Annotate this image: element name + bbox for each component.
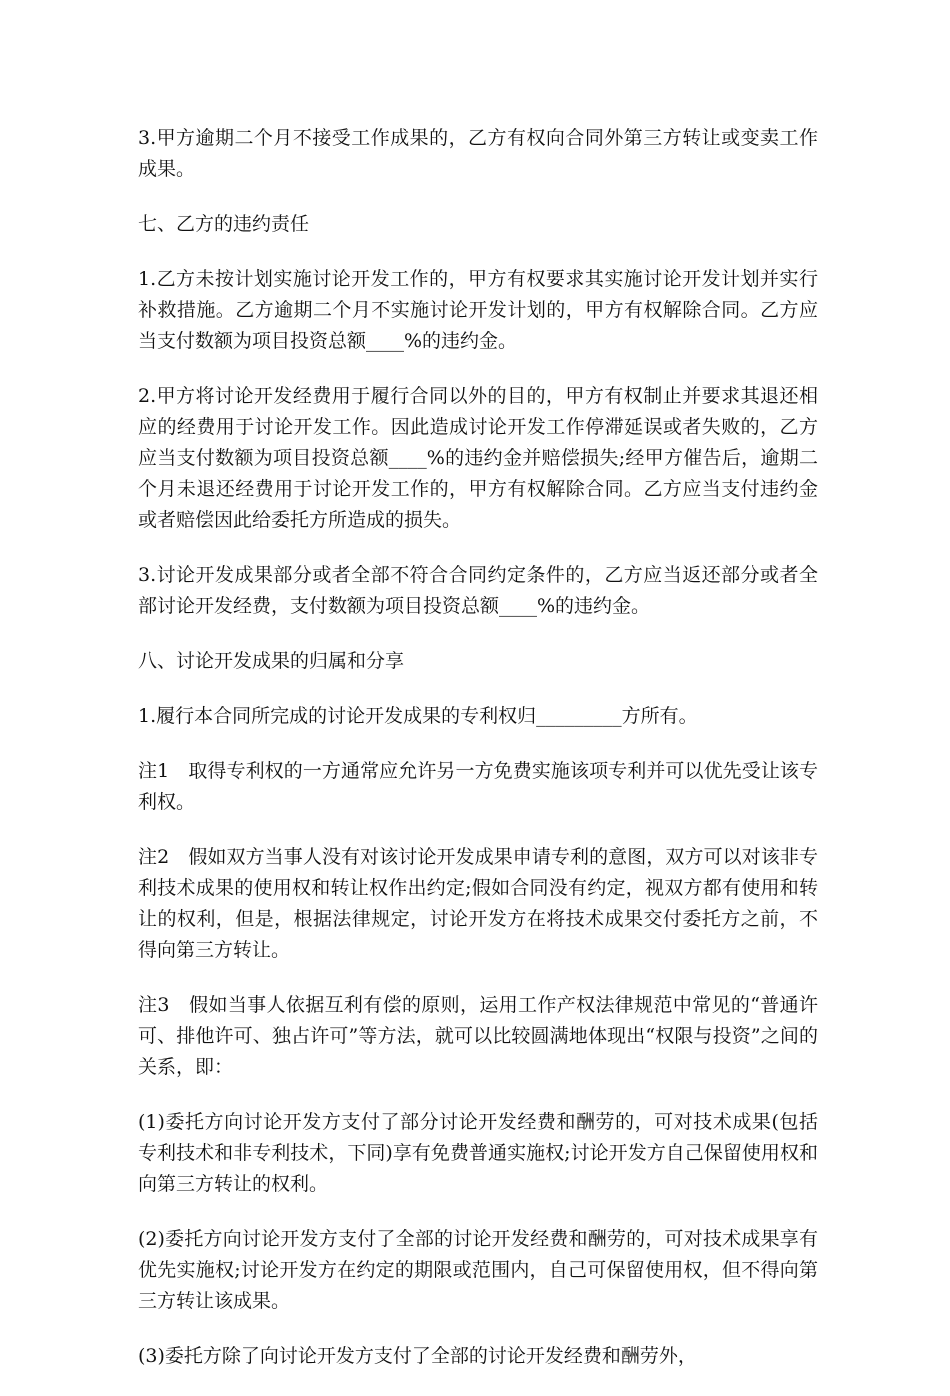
paragraph-ownership-1: 1.履行本合同所完成的讨论开发成果的专利权归_________方所有。 [138,705,698,727]
paragraph-breach-3: 3.讨论开发成果部分或者全部不符合合同约定条件的，乙方应当返还部分或者全部讨论开发经费，支付数额为项目投资总额____%的违约金。 [138,564,818,617]
note-3: 注3 假如当事人依据互利有偿的原则，运用工作产权法律规范中常见的“普通许可、排他许可、独占许可”等方法，就可以比较圆满地体现出“权限与投资”之间的关系，即： [138,994,818,1078]
list-item-3: (3)委托方除了向讨论开发方支付了全部的讨论开发经费和酬劳外， [138,1345,697,1367]
list-item-1: (1)委托方向讨论开发方支付了部分讨论开发经费和酬劳的，可对技术成果(包括专利技术和非专利技术，下同)享有免费普通实施权;讨论开发方自己保留使用权和向第三方转让的权利。 [138,1111,818,1195]
paragraph-breach-2: 2.甲方将讨论开发经费用于履行合同以外的目的，甲方有权制止并要求其退还相应的经费用于讨论开发工作。因此造成讨论开发工作停滞延误或者失败的，乙方应当支付数额为项目投资总额____%的违约金并赔偿损失;经甲方催告后，逾期二个月未退还经费用于讨论开发工作的，甲方有权解除合同。乙方应当支付违约金或者赔偿因此给委托方所造成的损失。 [138,385,818,531]
document-body [138,123,818,1396]
paragraph-item-3-acceptance: 3.甲方逾期二个月不接受工作成果的，乙方有权向合同外第三方转让或变卖工作成果。 [138,127,818,180]
paragraph-breach-1: 1.乙方未按计划实施讨论开发工作的，甲方有权要求其实施讨论开发计划并实行补救措施。乙方逾期二个月不实施讨论开发计划的，甲方有权解除合同。乙方应当支付数额为项目投资总额____%的违约金。 [138,268,818,352]
note-1: 注1 取得专利权的一方通常应允许另一方免费实施该项专利并可以优先受让该专利权。 [138,760,818,813]
section-heading-8: 八、讨论开发成果的归属和分享 [138,650,405,672]
list-item-2: (2)委托方向讨论开发方支付了全部的讨论开发经费和酬劳的，可对技术成果享有优先实施权;讨论开发方在约定的期限或范围内，自己可保留使用权，但不得向第三方转让该成果。 [138,1228,818,1312]
section-heading-7: 七、乙方的违约责任 [138,213,310,235]
note-2: 注2 假如双方当事人没有对该讨论开发成果申请专利的意图，双方可以对该非专利技术成果的使用权和转让权作出约定;假如合同没有约定，视双方都有使用和转让的权利，但是，根据法律规定，讨论开发方在将技术成果交付委托方之前，不得向第三方转让。 [138,846,818,961]
